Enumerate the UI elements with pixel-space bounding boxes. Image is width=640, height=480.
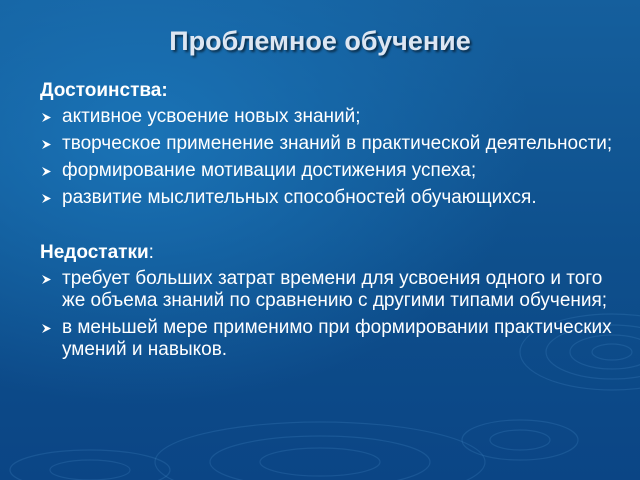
advantages-heading-text: Достоинства: [40,80,168,101]
arrowhead-bullet-icon [40,106,54,128]
advantages-heading [40,80,620,102]
list-item [40,187,620,209]
slide-title: Проблемное обучение [169,26,471,56]
disadvantages-section [40,242,620,361]
list-item [40,160,620,182]
arrowhead-bullet-icon [40,133,54,155]
advantages-list [40,106,620,209]
arrowhead-bullet-icon [40,187,54,209]
list-item-text: в меньшей мере применимо при формировании практических умений и навыков. [62,317,612,360]
disadvantages-list [40,268,620,361]
disadvantages-heading-colon: : [148,242,154,263]
slide-content [40,80,620,366]
arrowhead-bullet-icon [40,160,54,182]
list-item [40,133,620,155]
section-spacer [40,214,620,242]
list-item-text: развитие мыслительных способностей обучающихся. [62,187,537,208]
advantages-section [40,80,620,209]
list-item-text: активное усвоение новых знаний; [62,106,361,127]
list-item-text: требует больших затрат времени для усвоения одного и того же объема знаний по сравнению с другими типами обучения; [62,268,608,311]
list-item-text: формирование мотивации достижения успеха; [62,160,477,181]
arrowhead-bullet-icon [40,317,54,339]
disadvantages-heading [40,242,620,264]
list-item [40,268,620,312]
arrowhead-bullet-icon [40,268,54,290]
list-item [40,106,620,128]
list-item-text: творческое применение знаний в практической деятельности; [62,133,613,154]
disadvantages-heading-text: Недостатки [40,242,149,263]
list-item [40,317,620,361]
